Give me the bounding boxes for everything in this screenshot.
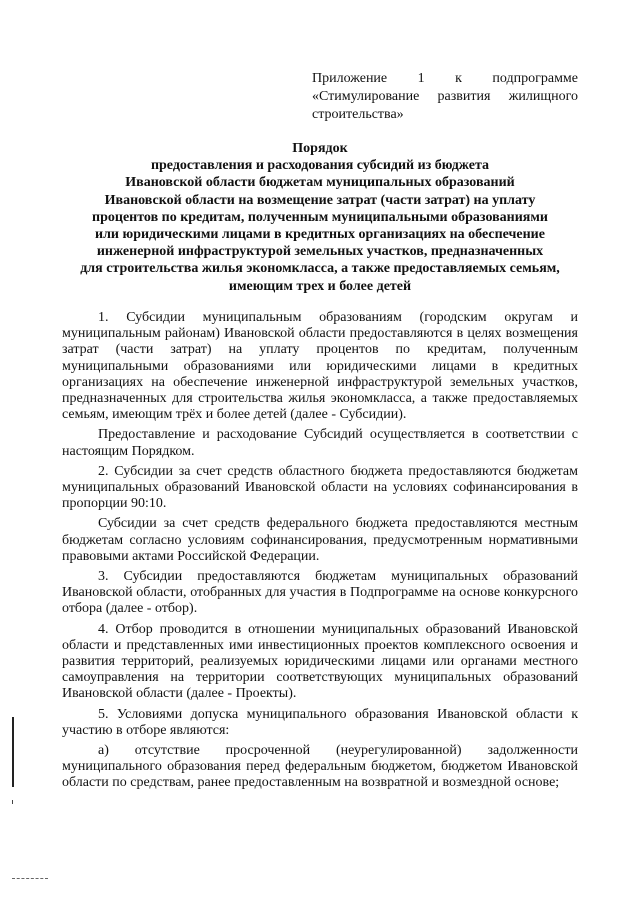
appendix-word: 1 bbox=[417, 71, 425, 86]
appendix-line-2: «Стимулирование развития жилищного строительства» bbox=[312, 89, 578, 122]
appendix-word: Приложение bbox=[312, 71, 388, 86]
document-title bbox=[62, 140, 578, 295]
scan-margin-mark bbox=[12, 717, 14, 787]
title-line: Ивановской области бюджетам муниципальных образований bbox=[125, 175, 515, 191]
title-heading: Порядок bbox=[292, 141, 348, 156]
appendix-note bbox=[312, 70, 578, 124]
title-line: процентов по кредитам, полученным муниципальными образованиями bbox=[92, 209, 548, 225]
scan-footer-mark bbox=[12, 878, 48, 880]
title-line: или юридическими лицами в кредитных организациях на обеспечение bbox=[95, 227, 545, 243]
appendix-word: подпрограмме bbox=[492, 71, 578, 86]
title-line: имеющим трех и более детей bbox=[228, 278, 412, 294]
title-line: Ивановской области на возмещение затрат (части затрат) на уплату bbox=[104, 192, 536, 208]
paragraph-4: 4. Отбор проводится в отношении муниципальных образований Ивановской области и представленных ими инвестиционных проектов комплексного освоения и развития территорий, реализуемых юридическими лицами или органами местного самоуправления на территории соответствующих муниципальных образований Ивановской области (далее - Проекты). bbox=[62, 621, 578, 702]
document-body bbox=[62, 310, 578, 796]
paragraph-1: 1. Субсидии муниципальным образованиям (городским округам и муниципальным районам) Ивановской области предоставляются в целях возмещения затрат (части затрат) на уплату процентов по кредитам, полученным муниципальными образованиями или юридическими лицами в кредитных организациях на обеспечение инженерной инфраструктурой земельных участков, предназначенных для строительства жилья экономкласса, а также предоставляемых семьям, имеющим трёх и более детей (далее - Субсидии). bbox=[62, 310, 578, 423]
title-line: предоставления и расходования субсидий из бюджета bbox=[150, 158, 490, 174]
paragraph-2-cont: Субсидии за счет средств федерального бюджета предоставляются местным бюджетам согласно условиям софинансирования, предусмотренным нормативными правовыми актами Российской Федерации. bbox=[62, 516, 578, 564]
paragraph-5a: а) отсутствие просроченной (неурегулированной) задолженности муниципального образования перед федеральным бюджетом, бюджетом Ивановской области по средствам, ранее предоставленным на возвратной и возмездной основе; bbox=[62, 743, 578, 791]
paragraph-2: 2. Субсидии за счет средств областного бюджета предоставляются бюджетам муниципальных образований Ивановской области на условиях софинансирования в пропорции 90:10. bbox=[62, 463, 578, 512]
title-line: инженерной инфраструктурой земельных участков, предназначенных bbox=[96, 244, 544, 260]
paragraph-5: 5. Условиями допуска муниципального образования Ивановской области к участию в отборе являются: bbox=[62, 706, 578, 738]
appendix-line-1 bbox=[312, 70, 578, 88]
appendix-word: к bbox=[455, 71, 462, 86]
title-line: для строительства жилья экономкласса, а также предоставляемых семьям, bbox=[80, 261, 560, 277]
paragraph-1-cont: Предоставление и расходование Субсидий осуществляется в соответствии с настоящим Порядком. bbox=[62, 427, 578, 459]
scan-margin-dot bbox=[12, 800, 13, 804]
paragraph-3: 3. Субсидии предоставляются бюджетам муниципальных образований Ивановской области, отобранных для участия в Подпрограмме на основе конкурсного отбора (далее - отбор). bbox=[62, 569, 578, 617]
